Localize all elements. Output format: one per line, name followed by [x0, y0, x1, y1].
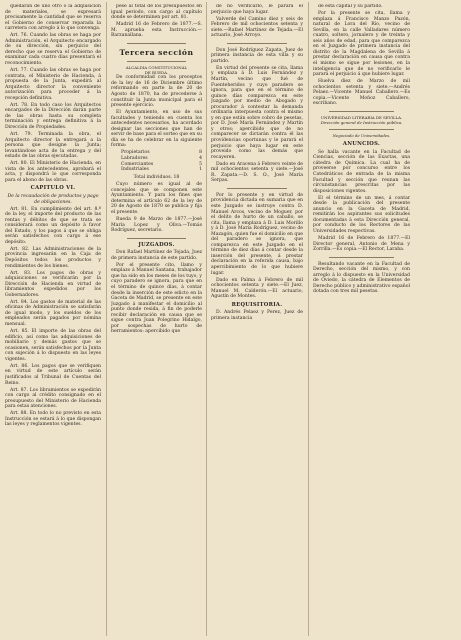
entity-place: DE RUEDA.: [144, 69, 169, 75]
column-4: [313, 4, 410, 636]
section-heading: JUZGADOS.: [138, 241, 175, 248]
table-cell-value: 1: [199, 167, 202, 173]
divider: [127, 238, 186, 239]
divider: [127, 61, 186, 62]
paragraph: Art. 83. Los pagos de obras y adquisiciones se verificarán por la Dirección de Hacienda en virtud de libramientos expedidos por los Gobernadores.: [5, 270, 101, 298]
paragraph: El el término de un mes, á contar desde la publicación del presente anuncio en la Gaceta de Madrid, remitirán los aspirantes sus solicitudes documentadas á esta Dirección general, por conducto de los Rectores de las Universidades respectivas.: [313, 195, 410, 234]
paragraph: Art. 77. Cuando las obras se haga por contrata, el Ministerio de Hacienda, á propuesta de la Junta, expedirá al Arquitecto director la conveniente autorización para proceder á la recepción definitiva.: [5, 68, 101, 101]
table-cell-value: 8: [199, 150, 202, 156]
table-cell-value: 4: [199, 156, 202, 162]
paragraph: De conformidad con los preceptos de la ley de 16 de Diciembre último reformando en parte la de 20 de Agosto de 1870, ha de procederse á constituir la Junta municipal para el presente ejercicio.: [111, 75, 202, 109]
paragraph: En virtud del presente se cita, llama y emplaza á D. Luis Fernández y Martín, vecino que fué de Fuenteheridos y cuyo paradero se ignora, para que en el término de quince días comparezca en este Juzgado por medio de Abogado y procurador á contestar la demanda ordinaria interpuesta contra el mismo y en que están sobre cobro de pesetas, por D. José María Fernández y Martín y otros; apercibido que de no comparecer se dictarán contra él las providencias oportunas y le parará el perjuicio que haya lugar en este proveido como las demás que recayeren.: [211, 65, 303, 160]
column-rule: [308, 2, 309, 636]
divider: [127, 43, 186, 44]
paragraph: Cuyo número es igual al de concejales que se componen este Ayuntamiento. Y para los fines que determina el artículo 62 de la ley de 20 de Agosto de 1870 se publica y fija el presente.: [111, 182, 202, 215]
divider: [227, 43, 287, 44]
column-rule: [106, 2, 107, 636]
table-cell-label: Labradores: [121, 156, 148, 162]
table-total: [111, 175, 202, 181]
paragraph: Dado en Palma á Febrero de mil ochocientos setenta y siete.—El Juez, Manuel M. Calderón.—El actuario, Agustín de Montes.: [211, 277, 303, 300]
paragraph: Rueda 9 de Marzo de 1877.—José María Lopez y Oliva.—Tomás Rodríguez, secretario.: [111, 217, 202, 234]
divider: [227, 188, 287, 189]
paragraph: pese al total de los presupuestos en igual periodo, con cargo al capítulo donde se determinen por art. 81.: [111, 4, 202, 21]
paragraph: Madrid 16 de Febrero de 1877.—S. M. aprueba esta Instrucción.—Barzanallana.: [111, 22, 202, 39]
paragraph: Don José Rodríguez Zapata, Juez de primera instancia de esta villa y su partido.: [211, 47, 303, 64]
paragraph: Art. 87. Los libramientos se expedirán con cargo al crédito consignado en el presupuesto del Ministerio de Hacienda para estas atenciones.: [5, 387, 101, 410]
table-cell-label: Industriales: [121, 167, 149, 173]
paragraph: Art. 82. Las Administraciones de la provincia ingresarán en la Caja de Depósitos todos los productos y rendimientos de los bienes.: [5, 246, 101, 269]
chapter-subheading: De la recaudación de productos y pago de obligaciones.: [7, 194, 99, 205]
paragraph: Art. 86. Los pagos que se verifiquen en virtud de este artículo serán justificados al Tribunal de Cuentas del Reino.: [5, 363, 101, 386]
table-cell-label: Propietarios: [121, 150, 150, 156]
paragraph: Huelva diez de Marzo de mil ochocientos setenta y siete.—Andrés Pelaez.—Vicente Manuel Caballero.—Es copia.—Vicente Moñoz Caballero, escribano.: [313, 79, 410, 107]
column-rule: [206, 2, 207, 636]
paragraph: Madrid 16 de Febrero de 1877.—El Director general, Antonio de Mena y Zorrilla.—Es copia.—El Rector, Laraba.: [313, 235, 410, 253]
paragraph: Se halla vacante en la Facultad de Ciencias, sección de las Exactas, una cátedra de Química. La cual ha de proveerse por concurso entre los Catedráticos de entrada de la misma Facultad y sección que reunan las circunstancias prescritas por las disposiciones vigentes.: [313, 149, 410, 194]
institution-heading: UNIVERSIDAD LITERARIA DE SEVILLA.: [320, 114, 403, 120]
paragraph: Art. 79. Terminada la obra, el Arquitecto director la entregará a la persona que designe la Junta; levantándose acta de la entrega y del estado de las obras ejecutadas.: [5, 132, 101, 160]
section-heading: REQUISITORIA.: [231, 301, 283, 308]
total-value: 18: [173, 174, 180, 180]
total-label: Total individuos.: [133, 174, 173, 180]
paragraph: Art. 88. En todo lo no previsto en esta Instrucción se estará á lo que dispongan las leyes y reglamentos vigentes.: [5, 411, 101, 428]
paragraph: Por la presente se cita, llama y emplaza á Francisco Manzo Pazón, natural de Lora del Río, vecino de Sevilla, en la calle Valladares número cuatro, soltero, jornalero y de treinta y seis años de edad, para que comparezca en el Juzgado de primera instancia del distrito de la Magdalena de Sevilla á prestar declaración en causa que contra el mismo se sigue por lesiones, en la inteligencia que de no verificarlo le parará el perjuicio á que hubiere lugar.: [313, 11, 410, 78]
divider: [329, 129, 394, 130]
column-1: [5, 4, 101, 636]
paragraph: El Ayuntamiento, en uso de sus facultades y teniendo en cuenta los antecedentes necesarios, ha acordado designar las secciones que han de servir de base para el sorteo que en su día se ha de celebrar en la siguiente forma:: [111, 110, 202, 149]
chapter-heading: CAPITULO VI.: [30, 185, 76, 192]
paragraph: Por lo presente y en virtud de providencia dictada en sumaria que en este Juzgado se instruye contra D. Manuel Arcos, vecino de Moguer, por el delito de hurto de un caballo, se cita, llama y emplaza á D. Luis Morillo y á D. José María Rodríguez, vecino de Mazagón, quien fue el domicilio en que del paradero se ignora, que comparezca en este Juzgado en el término de diez días á contar desde la inserción del presente, á prestar declaración en la referida causa, bajo apercibimiento de lo que hubiere lugar.: [211, 192, 303, 276]
department-subheading: Negociado de Universidades.: [332, 133, 391, 139]
divider: [329, 111, 394, 112]
paragraph: Don Rafael Martínez de Tejada, Juez de primera instancia de este partido.: [111, 250, 202, 261]
paragraph: Por el presente cito, llamo y emplazo á Manuel Santana, trabajador que ha sido en los meses de los tuyo, y cuyo paradero se ignora, para que en el término de quince días, á contar desde la inserción de este edicto en la Gaceta de Madrid, se presente en este Juzgado á manifestar el domicilio al punto donde resida, á fin de poderle recibir declaración en causa que se sigue contra Juan Polegrino Hidalgo, por sospechas de hurto de herramientos: apercibido que: [111, 262, 202, 335]
institution-subheading: Dirección general de Instrucción pública.: [320, 119, 403, 125]
divider: [329, 257, 394, 258]
section-heading: ANUNCIOS.: [342, 141, 381, 148]
column-2: [111, 4, 202, 636]
paragraph: Art. 85. El importe de las obras del edificio, así como las adquisiciones de mobiliario y demás gastos que se ocasionen, serán satisfechos por la Junta con sujeción á lo dispuesto en las leyes vigentes.: [5, 329, 101, 362]
paragraph: Art. 84. Los gastos de material de las oficinas de Administración se satisfarán de igual modo, y los sueldos de los empleados serán pagados por nómina mensual.: [5, 299, 101, 328]
paragraph: Resultando vacante en la Facultad de Derecho, sección del mismo, y con arreglo á lo dispuesto en la Universidad de Oviedo, la cátedra de Elementos de Derecho público y administrativo español dotada con tres mil pesetas.: [313, 261, 410, 295]
paragraph: Dado en Aracena á Febrero veinte de mil ochocientos setenta y siete.—José R. Zapata.—D. S. O., José María Serpas.: [211, 161, 303, 184]
sections-table: [111, 150, 202, 172]
paragraph: de esta capital y su partido.: [318, 4, 383, 9]
table-row: [121, 167, 202, 173]
paragraph: de no verificarlo, le parará el perjuicio que haya lugar.: [211, 4, 303, 15]
section-title: Tercera sección: [119, 47, 194, 57]
paragraph: quedarán de uno otro ó la adquisición de materiales, se expresará precisamente la cantidad que se reserva el Gobierno de conservar reparada la carretera con arreglo á lo que convenga.: [5, 4, 101, 32]
column-3: [211, 4, 303, 636]
paragraph: D. Andrés Pelaez y Perez, Juez de primera instancia: [211, 310, 303, 321]
table-cell-value: 5: [199, 161, 202, 167]
paragraph: Art. 80. El Ministerio de Hacienda, en vista de los antecedentes, aprobará el acta, y dispondrá lo que corresponda para el abono de las obras.: [5, 161, 101, 183]
paragraph: Valverde del Camino diez y seis de Febrero de mil ochocientos setenta y siete.—Rafael Martínez de Tejada.—El actuario, José Arroyo.: [211, 16, 303, 39]
table-cell-label: Comerciantes: [121, 161, 154, 167]
paragraph: Art. 81. En cumplimiento del art. 8.º de la ley, el importe del producto de las rentas y débitos de que se trata se considerará como un depósito á favor del Estado, y los pagos á que se obliga serán satisfechos con cargo á ese depósito.: [5, 206, 101, 245]
paragraph: Art. 78. En todo caso los Arquitectos encargados de la Dirección darán parte de las obras hasta su completa terminación y entrega definitiva á la Dirección de Propiedades.: [5, 102, 101, 130]
paragraph: Art. 76. Cuando las obras se haga por Administración, el Arquitecto encargado de su dirección, sin perjuicio del derecho que se reserva el Gobierno de examinar cada cuatro dias presentará el reconocimiento.: [5, 33, 101, 66]
entity-heading: ALCALDIA CONSTITUCIONAL: [125, 64, 188, 70]
